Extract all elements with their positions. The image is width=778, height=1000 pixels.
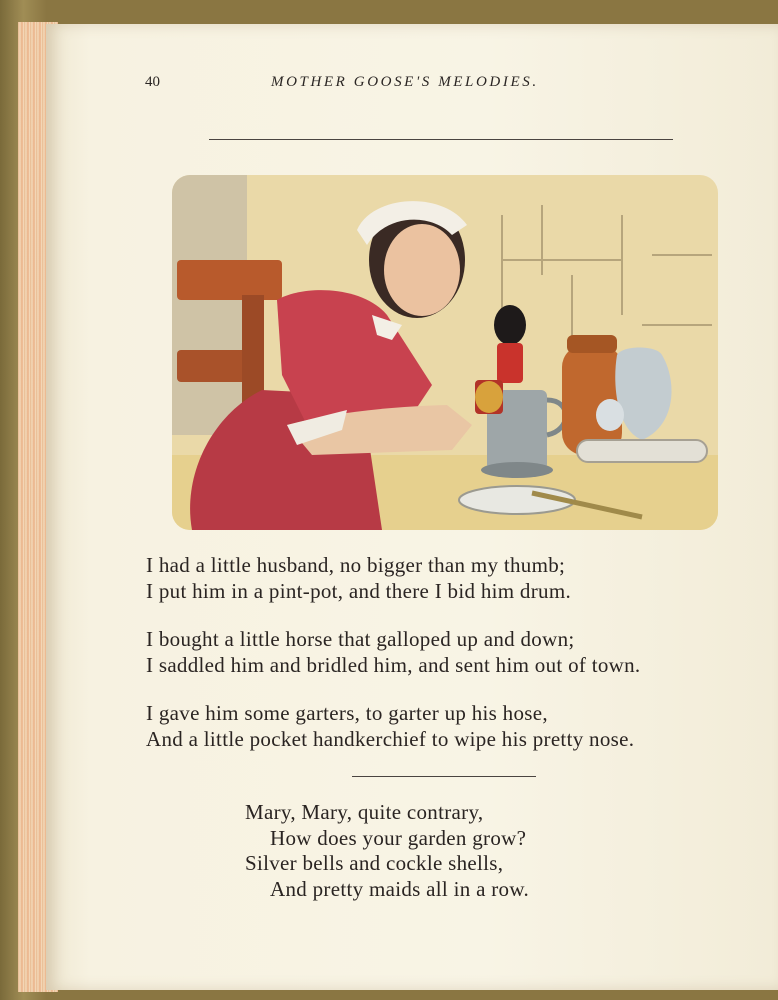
header-rule xyxy=(209,139,673,140)
rolled-paper xyxy=(577,440,707,462)
poem-line: Silver bells and cockle shells, xyxy=(245,851,504,875)
section-divider xyxy=(352,776,536,777)
crock xyxy=(562,335,622,455)
poem-line: Mary, Mary, quite contrary, xyxy=(245,800,484,824)
wall-shadow xyxy=(172,175,247,435)
poem-line: I bought a little horse that galloped up and down; xyxy=(146,627,575,651)
poem-line: I saddled him and bridled him, and sent him out of town. xyxy=(146,653,641,677)
poem-line: I had a little husband, no bigger than my thumb; xyxy=(146,553,566,577)
poem-line: How does your garden grow? xyxy=(270,826,527,850)
illustration xyxy=(172,175,718,530)
page-header xyxy=(0,74,778,98)
poem-line: I put him in a pint-pot, and there I bid him drum. xyxy=(146,579,572,603)
poem-line: I gave him some garters, to garter up his hose, xyxy=(146,701,548,725)
illustration-drawing xyxy=(172,175,718,530)
poem-line: And pretty maids all in a row. xyxy=(270,877,530,901)
running-title: MOTHER GOOSE'S MELODIES. xyxy=(271,74,539,90)
poem-line: And a little pocket handkerchief to wipe his pretty nose. xyxy=(146,727,635,751)
page-number: 40 xyxy=(145,74,160,90)
